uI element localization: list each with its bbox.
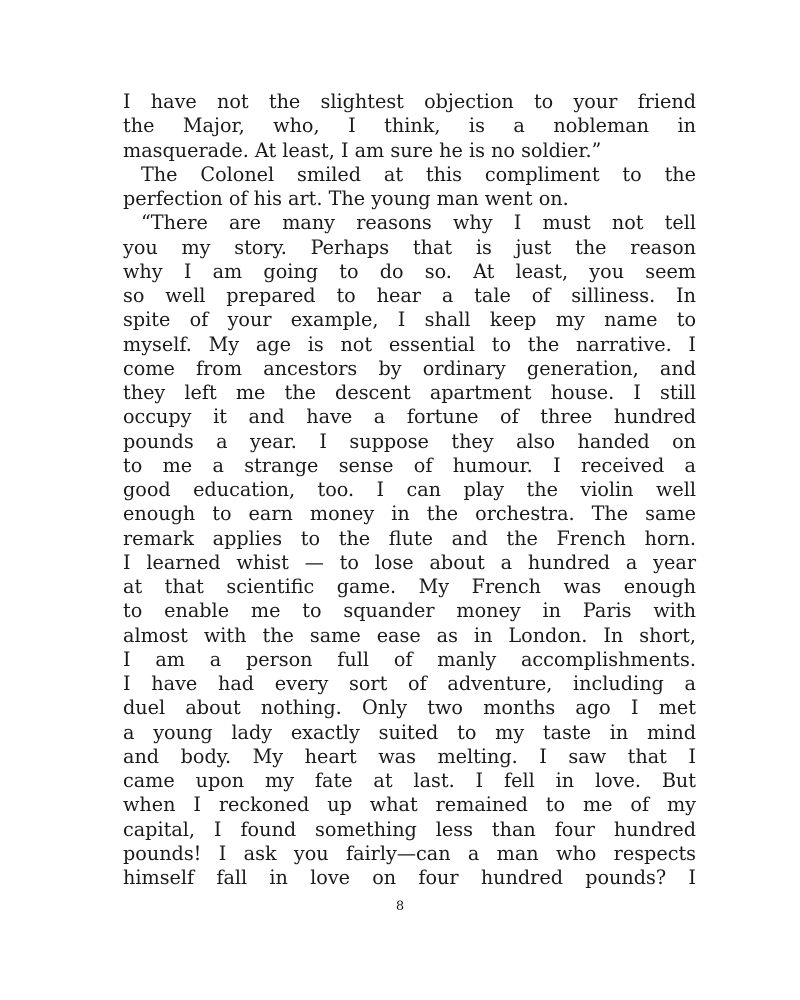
text-line: come from ancestors by ordinary generation, and [123,356,696,380]
text-line: masquerade. At least, I am sure he is no soldier.” [123,138,602,162]
body-text [123,90,696,890]
text-line: came upon my fate at last. I fell in love. But [123,769,696,792]
text-line: I have not the slightest objection to your friend [123,90,696,113]
text-line: the Major, who, I think, is a nobleman in [123,114,696,138]
text-line: I have had every sort of adventure, including a [123,672,696,695]
text-line: so well prepared to hear a tale of silliness. In [123,284,696,307]
text-line: I am a person full of manly accomplishments. [123,647,696,671]
text-line: occupy it and have a fortune of three hundred [123,405,696,429]
text-line: perfection of his art. The young man went on. [123,187,569,210]
text-line: pounds! I ask you fairly—can a man who respects [123,841,696,865]
text-line: enough to earn money in the orchestra. The same [123,502,696,526]
text-line: capital, I found something less than four hundred [123,817,696,841]
text-line: “There are many reasons why I must not tell [141,211,696,235]
text-line: when I reckoned up what remained to me of my [123,793,696,817]
text-line: almost with the same ease as in London. In short, [123,623,696,647]
text-line: pounds a year. I suppose they also handed on [123,429,696,453]
text-line: you my story. Perhaps that is just the reason [123,235,696,259]
text-line: myself. My age is not essential to the narrative. I [123,332,696,356]
text-line: duel about nothing. Only two months ago I met [123,696,696,720]
page-number: 8 [395,899,405,914]
text-line: The Colonel smiled at this compliment to the [141,162,696,186]
text-line: at that scientific game. My French was enough [123,575,696,598]
text-line: and body. My heart was melting. I saw that I [123,744,696,768]
text-line: spite of your example, I shall keep my name to [123,308,696,332]
text-line: a young lady exactly suited to my taste in mind [123,720,696,744]
text-line: why I am going to do so. At least, you seem [123,259,696,283]
text-line: himself fall in love on four hundred pounds? I [123,866,696,889]
text-line: to enable me to squander money in Paris with [123,599,696,623]
text-line: I learned whist — to lose about a hundred a year [123,550,696,574]
text-line: to me a strange sense of humour. I received a [123,453,696,477]
text-line: they left me the descent apartment house. I still [123,381,696,404]
text-line: remark applies to the flute and the French horn. [123,526,696,550]
text-line: good education, too. I can play the violin well [123,478,696,501]
